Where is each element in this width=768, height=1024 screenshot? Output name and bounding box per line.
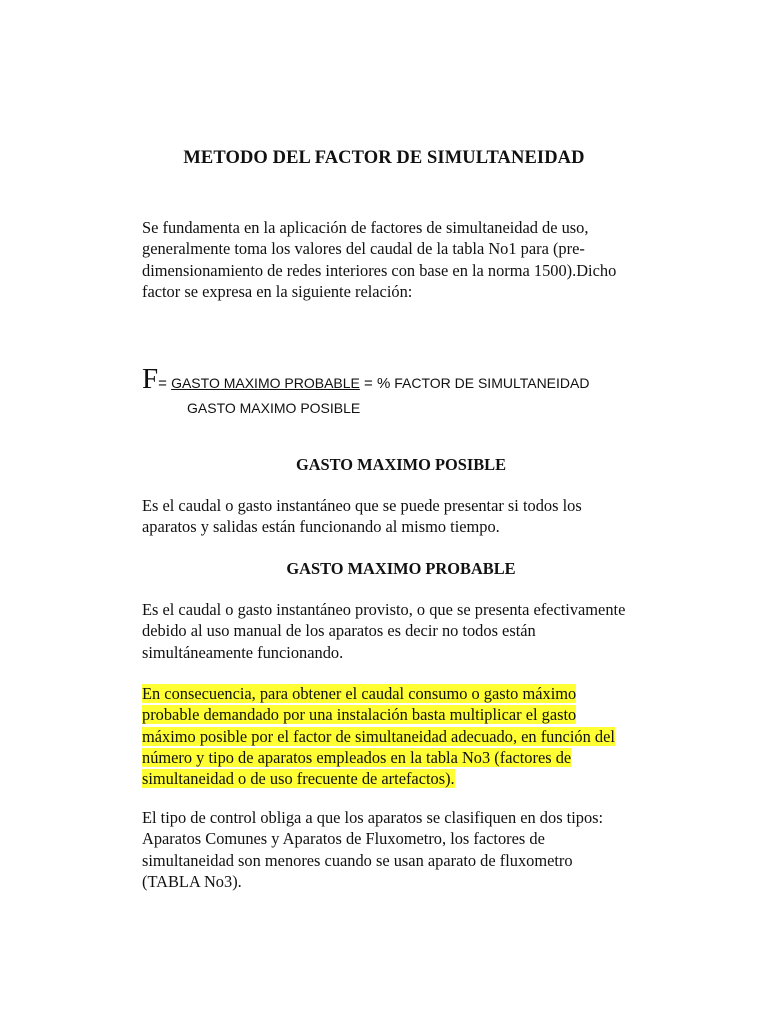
intro-line: generalmente toma los valores del caudal de la tabla No1 para (pre- <box>142 239 585 259</box>
paragraph-line: Es el caudal o gasto instantáneo provisto, o que se presenta efectivamente <box>142 600 626 619</box>
highlighted-line: máximo posible por el factor de simultaneidad adecuado, en función del <box>142 726 615 746</box>
section-paragraph-posible <box>142 495 742 538</box>
paragraph-line: aparatos y salidas están funcionando al mismo tiempo. <box>142 517 500 537</box>
document-title: METODO DEL FACTOR DE SIMULTANEIDAD <box>183 148 585 168</box>
section-heading-probable: GASTO MAXIMO PROBABLE <box>286 559 516 578</box>
highlighted-line: simultaneidad o de uso frecuente de artefactos). <box>142 769 455 789</box>
section-paragraph-probable <box>142 599 742 663</box>
formula-percent: % <box>376 375 391 392</box>
formula-symbol: F <box>142 363 159 395</box>
paragraph-line: simultáneamente funcionando. <box>142 642 344 662</box>
highlighted-line: probable demandado por una instalación basta multiplicar el gasto <box>142 705 577 725</box>
highlighted-line: En consecuencia, para obtener el caudal consumo o gasto máximo <box>142 684 577 703</box>
formula-numerator: GASTO MAXIMO PROBABLE <box>171 375 360 391</box>
closing-paragraph <box>142 807 742 892</box>
formula-equals-second: = <box>359 375 377 392</box>
paragraph-line: simultaneidad son menores cuando se usan aparato de fluxometro <box>142 850 573 870</box>
intro-line: Se fundamenta en la aplicación de factores de simultaneidad de uso, <box>142 218 589 237</box>
formula-result: FACTOR DE SIMULTANEIDAD <box>390 375 590 391</box>
formula-denominator: GASTO MAXIMO POSIBLE <box>187 400 361 416</box>
formula-equals: = <box>158 375 172 392</box>
intro-line: factor se expresa en la siguiente relación: <box>142 281 413 301</box>
section-heading-posible: GASTO MAXIMO POSIBLE <box>295 455 507 474</box>
intro-line: dimensionamiento de redes interiores con base en la norma 1500).Dicho <box>142 260 617 280</box>
paragraph-line: Es el caudal o gasto instantáneo que se puede presentar si todos los <box>142 496 582 515</box>
highlighted-paragraph <box>142 683 742 789</box>
intro-paragraph <box>142 217 742 302</box>
paragraph-line: (TABLA No3). <box>142 871 242 891</box>
paragraph-line: El tipo de control obliga a que los aparatos se clasifiquen en dos tipos: <box>142 808 604 827</box>
formula <box>142 364 589 394</box>
highlighted-line: número y tipo de aparatos empleados en la tabla No3 (factores de <box>142 747 572 767</box>
paragraph-line: Aparatos Comunes y Aparatos de Fluxometro, los factores de <box>142 829 545 849</box>
paragraph-line: debido al uso manual de los aparatos es decir no todos están <box>142 621 536 641</box>
